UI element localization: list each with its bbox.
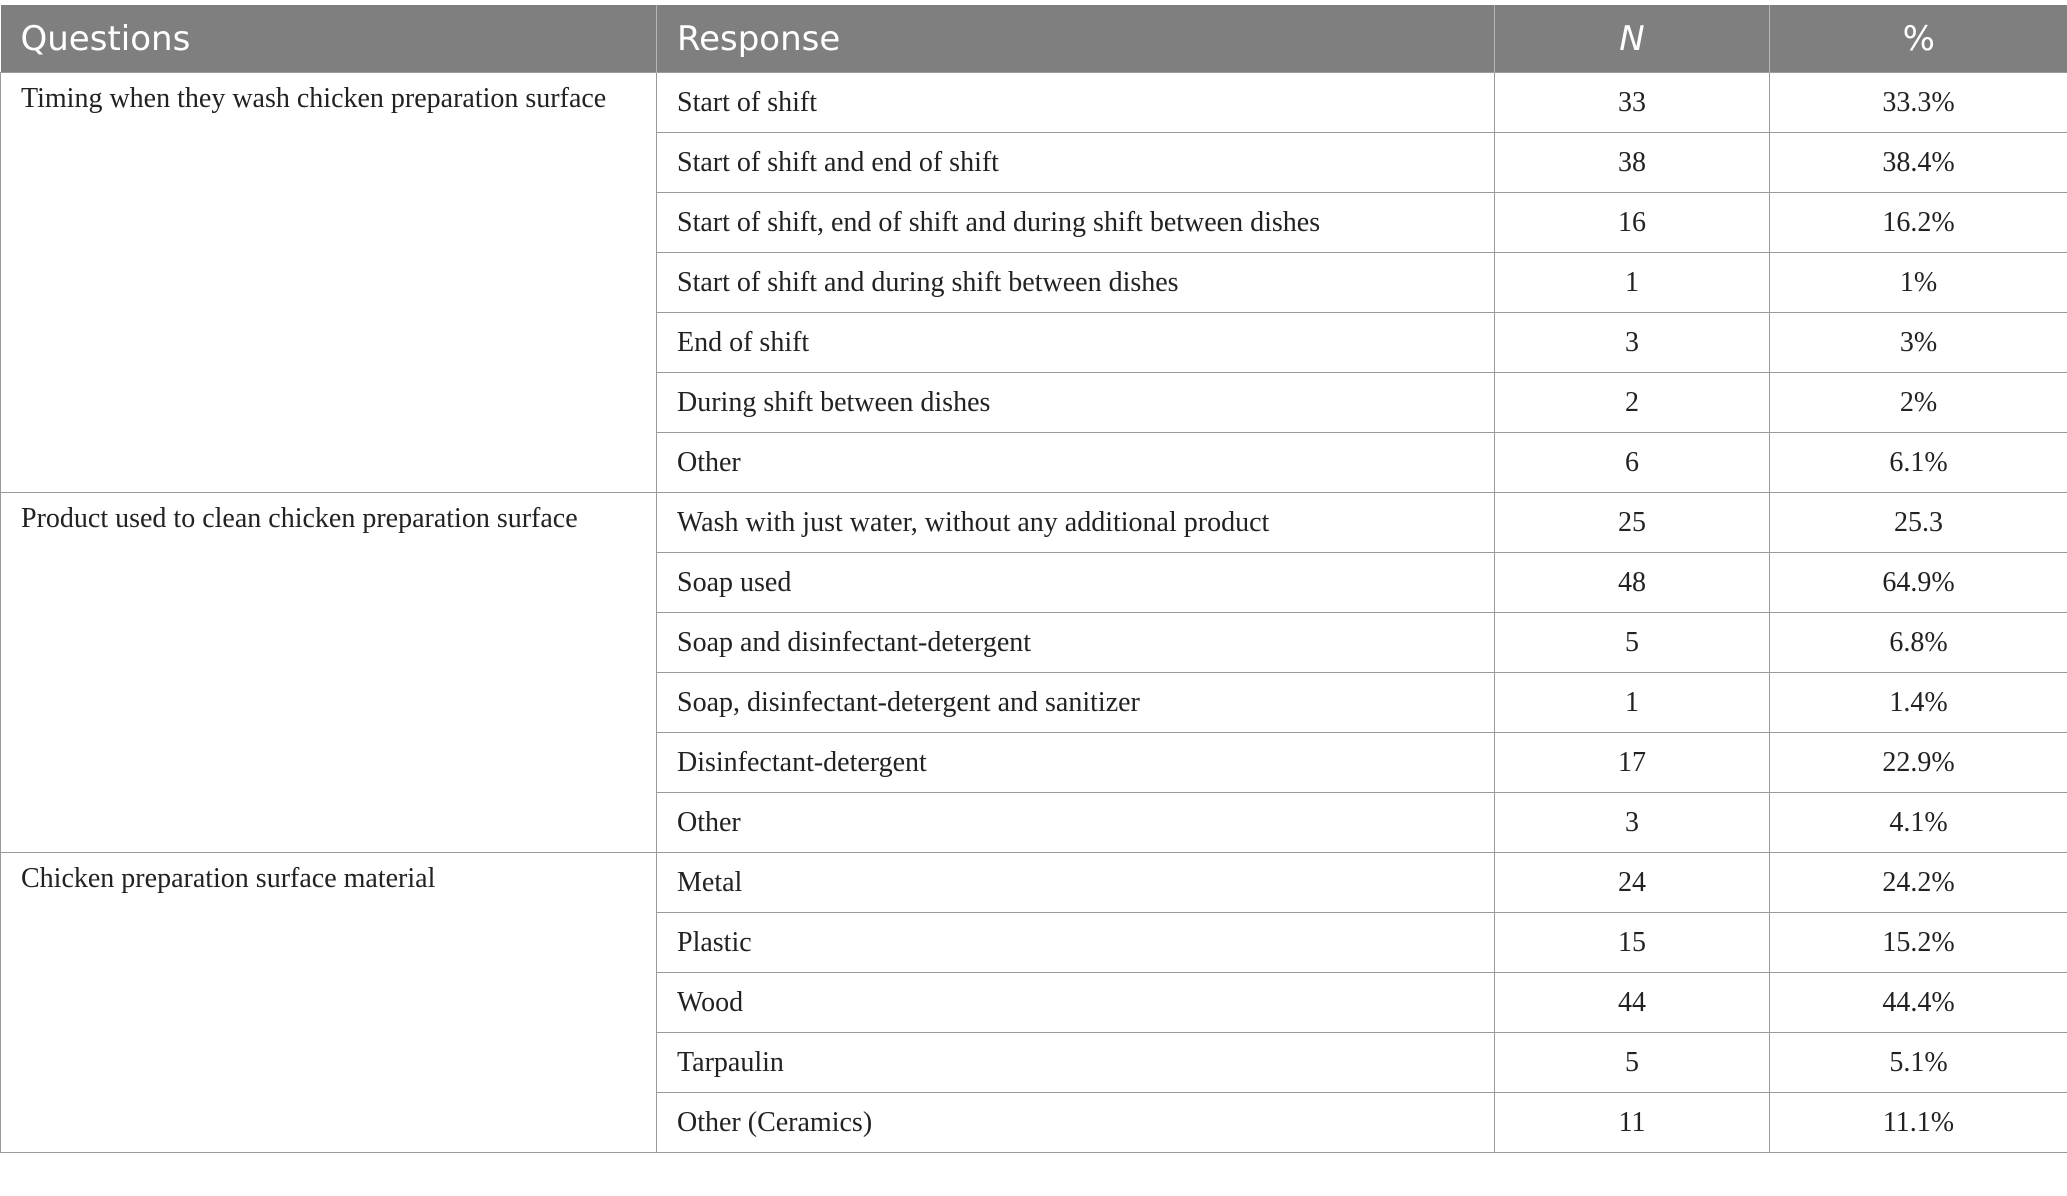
n-cell: 3 xyxy=(1495,793,1770,853)
header-questions: Questions xyxy=(1,5,657,73)
question-cell: Chicken preparation surface material xyxy=(1,853,657,1153)
n-cell: 38 xyxy=(1495,133,1770,193)
percent-cell: 4.1% xyxy=(1770,793,2067,853)
percent-cell: 11.1% xyxy=(1770,1093,2067,1153)
response-cell: Wood xyxy=(657,973,1495,1033)
n-cell: 25 xyxy=(1495,493,1770,553)
header-percent: % xyxy=(1770,5,2067,73)
table-row xyxy=(1,73,2067,133)
response-cell: Tarpaulin xyxy=(657,1033,1495,1093)
n-cell: 44 xyxy=(1495,973,1770,1033)
response-cell: Metal xyxy=(657,853,1495,913)
n-cell: 15 xyxy=(1495,913,1770,973)
percent-cell: 6.1% xyxy=(1770,433,2067,493)
n-cell: 48 xyxy=(1495,553,1770,613)
header-response: Response xyxy=(657,5,1495,73)
percent-cell: 22.9% xyxy=(1770,733,2067,793)
response-cell: Soap used xyxy=(657,553,1495,613)
response-cell: Disinfectant-detergent xyxy=(657,733,1495,793)
response-cell: During shift between dishes xyxy=(657,373,1495,433)
percent-cell: 16.2% xyxy=(1770,193,2067,253)
survey-table-container xyxy=(0,5,2067,1153)
percent-cell: 6.8% xyxy=(1770,613,2067,673)
percent-cell: 38.4% xyxy=(1770,133,2067,193)
percent-cell: 44.4% xyxy=(1770,973,2067,1033)
percent-cell: 1.4% xyxy=(1770,673,2067,733)
n-cell: 3 xyxy=(1495,313,1770,373)
table-row xyxy=(1,853,2067,913)
question-cell: Timing when they wash chicken preparation surface xyxy=(1,73,657,493)
response-cell: Start of shift xyxy=(657,73,1495,133)
table-header xyxy=(1,5,2067,73)
n-cell: 24 xyxy=(1495,853,1770,913)
n-cell: 16 xyxy=(1495,193,1770,253)
percent-cell: 1% xyxy=(1770,253,2067,313)
n-cell: 2 xyxy=(1495,373,1770,433)
response-cell: Wash with just water, without any additional product xyxy=(657,493,1495,553)
percent-cell: 25.3 xyxy=(1770,493,2067,553)
question-cell: Product used to clean chicken preparation surface xyxy=(1,493,657,853)
percent-cell: 5.1% xyxy=(1770,1033,2067,1093)
n-cell: 11 xyxy=(1495,1093,1770,1153)
percent-cell: 15.2% xyxy=(1770,913,2067,973)
percent-cell: 33.3% xyxy=(1770,73,2067,133)
header-row xyxy=(1,5,2067,73)
percent-cell: 3% xyxy=(1770,313,2067,373)
table-body xyxy=(1,73,2067,1153)
response-cell: Soap and disinfectant-detergent xyxy=(657,613,1495,673)
n-cell: 5 xyxy=(1495,1033,1770,1093)
header-n: N xyxy=(1495,5,1770,73)
response-cell: Plastic xyxy=(657,913,1495,973)
n-cell: 6 xyxy=(1495,433,1770,493)
n-cell: 1 xyxy=(1495,673,1770,733)
survey-table xyxy=(0,5,2067,1153)
response-cell: Soap, disinfectant-detergent and sanitizer xyxy=(657,673,1495,733)
n-cell: 17 xyxy=(1495,733,1770,793)
response-cell: Start of shift and end of shift xyxy=(657,133,1495,193)
response-cell: Start of shift, end of shift and during shift between dishes xyxy=(657,193,1495,253)
table-row xyxy=(1,493,2067,553)
n-cell: 1 xyxy=(1495,253,1770,313)
percent-cell: 64.9% xyxy=(1770,553,2067,613)
response-cell: Start of shift and during shift between dishes xyxy=(657,253,1495,313)
response-cell: Other (Ceramics) xyxy=(657,1093,1495,1153)
n-cell: 33 xyxy=(1495,73,1770,133)
response-cell: End of shift xyxy=(657,313,1495,373)
response-cell: Other xyxy=(657,793,1495,853)
response-cell: Other xyxy=(657,433,1495,493)
percent-cell: 2% xyxy=(1770,373,2067,433)
percent-cell: 24.2% xyxy=(1770,853,2067,913)
n-cell: 5 xyxy=(1495,613,1770,673)
